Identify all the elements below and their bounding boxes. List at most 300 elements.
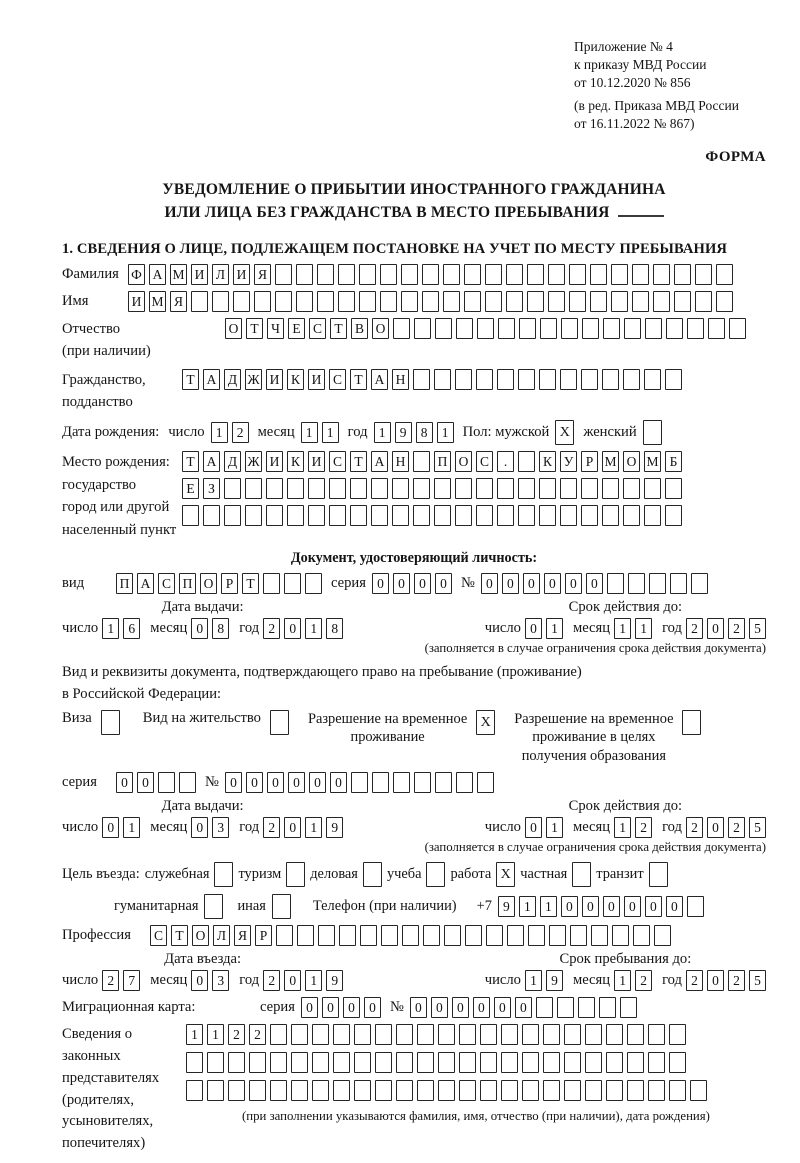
- char-cell[interactable]: [623, 478, 640, 499]
- char-cell[interactable]: 0: [137, 772, 154, 793]
- char-cell[interactable]: 1: [305, 970, 322, 991]
- char-cell[interactable]: [317, 264, 334, 285]
- char-cell[interactable]: [182, 505, 199, 526]
- char-cell[interactable]: С: [150, 925, 167, 946]
- char-cell[interactable]: 1: [614, 817, 631, 838]
- char-cell[interactable]: [506, 291, 523, 312]
- char-cell[interactable]: [402, 925, 419, 946]
- char-cell[interactable]: [528, 925, 545, 946]
- char-cell[interactable]: [539, 369, 556, 390]
- char-cell[interactable]: [539, 478, 556, 499]
- char-cell[interactable]: 2: [728, 817, 745, 838]
- char-cell[interactable]: [401, 291, 418, 312]
- char-cell[interactable]: [413, 369, 430, 390]
- char-cell[interactable]: [312, 1052, 329, 1073]
- char-cell[interactable]: 0: [544, 573, 561, 594]
- char-cell[interactable]: 1: [322, 422, 339, 443]
- char-cell[interactable]: [212, 291, 229, 312]
- char-cell[interactable]: [249, 1052, 266, 1073]
- char-cell[interactable]: [375, 1080, 392, 1101]
- char-cell[interactable]: [591, 925, 608, 946]
- char-cell[interactable]: 2: [686, 817, 703, 838]
- char-cell[interactable]: [338, 291, 355, 312]
- char-cell[interactable]: 0: [473, 997, 490, 1018]
- char-cell[interactable]: [249, 1080, 266, 1101]
- char-cell[interactable]: [393, 772, 410, 793]
- char-cell[interactable]: [485, 264, 502, 285]
- char-cell[interactable]: Д: [224, 451, 241, 472]
- char-cell[interactable]: 9: [498, 896, 515, 917]
- char-cell[interactable]: М: [170, 264, 187, 285]
- char-cell[interactable]: [612, 925, 629, 946]
- char-cell[interactable]: [590, 291, 607, 312]
- char-cell[interactable]: [536, 997, 553, 1018]
- char-cell[interactable]: [560, 478, 577, 499]
- char-cell[interactable]: [414, 318, 431, 339]
- char-cell[interactable]: 8: [416, 422, 433, 443]
- char-cell[interactable]: [606, 1052, 623, 1073]
- purpose-study-checkbox[interactable]: [426, 862, 445, 887]
- char-cell[interactable]: [396, 1024, 413, 1045]
- char-cell[interactable]: [477, 772, 494, 793]
- char-cell[interactable]: [413, 505, 430, 526]
- char-cell[interactable]: 0: [452, 997, 469, 1018]
- char-cell[interactable]: [497, 505, 514, 526]
- char-cell[interactable]: 0: [284, 618, 301, 639]
- char-cell[interactable]: [245, 478, 262, 499]
- char-cell[interactable]: [413, 451, 430, 472]
- char-cell[interactable]: 0: [565, 573, 582, 594]
- char-cell[interactable]: [687, 318, 704, 339]
- char-cell[interactable]: [611, 264, 628, 285]
- char-cell[interactable]: [627, 1024, 644, 1045]
- char-cell[interactable]: [371, 478, 388, 499]
- char-cell[interactable]: [296, 264, 313, 285]
- char-cell[interactable]: [329, 478, 346, 499]
- char-cell[interactable]: [501, 1024, 518, 1045]
- char-cell[interactable]: [312, 1024, 329, 1045]
- char-cell[interactable]: Ж: [245, 451, 262, 472]
- char-cell[interactable]: 0: [330, 772, 347, 793]
- char-cell[interactable]: [518, 369, 535, 390]
- char-cell[interactable]: [312, 1080, 329, 1101]
- char-cell[interactable]: [435, 318, 452, 339]
- char-cell[interactable]: [375, 1024, 392, 1045]
- char-cell[interactable]: [669, 1024, 686, 1045]
- char-cell[interactable]: 2: [249, 1024, 266, 1045]
- char-cell[interactable]: [674, 264, 691, 285]
- char-cell[interactable]: [333, 1024, 350, 1045]
- char-cell[interactable]: 0: [288, 772, 305, 793]
- char-cell[interactable]: Т: [330, 318, 347, 339]
- char-cell[interactable]: 0: [191, 618, 208, 639]
- char-cell[interactable]: Р: [581, 451, 598, 472]
- char-cell[interactable]: [455, 505, 472, 526]
- char-cell[interactable]: [602, 505, 619, 526]
- char-cell[interactable]: А: [371, 451, 388, 472]
- char-cell[interactable]: Н: [392, 369, 409, 390]
- char-cell[interactable]: [602, 478, 619, 499]
- char-cell[interactable]: [371, 505, 388, 526]
- char-cell[interactable]: Н: [392, 451, 409, 472]
- char-cell[interactable]: [207, 1052, 224, 1073]
- char-cell[interactable]: 2: [686, 618, 703, 639]
- char-cell[interactable]: [354, 1052, 371, 1073]
- char-cell[interactable]: [501, 1080, 518, 1101]
- char-cell[interactable]: [456, 318, 473, 339]
- char-cell[interactable]: [372, 772, 389, 793]
- char-cell[interactable]: 0: [393, 573, 410, 594]
- char-cell[interactable]: [354, 1024, 371, 1045]
- char-cell[interactable]: 2: [728, 618, 745, 639]
- char-cell[interactable]: 3: [212, 817, 229, 838]
- char-cell[interactable]: [648, 1052, 665, 1073]
- char-cell[interactable]: М: [602, 451, 619, 472]
- char-cell[interactable]: [522, 1052, 539, 1073]
- char-cell[interactable]: [308, 478, 325, 499]
- char-cell[interactable]: [716, 264, 733, 285]
- char-cell[interactable]: [687, 896, 704, 917]
- char-cell[interactable]: [270, 1080, 287, 1101]
- char-cell[interactable]: [549, 925, 566, 946]
- char-cell[interactable]: Т: [350, 369, 367, 390]
- char-cell[interactable]: [501, 1052, 518, 1073]
- char-cell[interactable]: 0: [284, 817, 301, 838]
- char-cell[interactable]: [270, 1024, 287, 1045]
- char-cell[interactable]: [665, 478, 682, 499]
- char-cell[interactable]: 5: [749, 817, 766, 838]
- char-cell[interactable]: 2: [728, 970, 745, 991]
- purpose-humanitarian-checkbox[interactable]: [204, 894, 223, 919]
- char-cell[interactable]: [275, 291, 292, 312]
- char-cell[interactable]: А: [203, 451, 220, 472]
- char-cell[interactable]: [434, 505, 451, 526]
- char-cell[interactable]: 5: [749, 970, 766, 991]
- char-cell[interactable]: П: [116, 573, 133, 594]
- char-cell[interactable]: [350, 478, 367, 499]
- char-cell[interactable]: [291, 1052, 308, 1073]
- char-cell[interactable]: [585, 1080, 602, 1101]
- char-cell[interactable]: 0: [515, 997, 532, 1018]
- char-cell[interactable]: [375, 1052, 392, 1073]
- char-cell[interactable]: [695, 264, 712, 285]
- char-cell[interactable]: [644, 369, 661, 390]
- char-cell[interactable]: 2: [263, 970, 280, 991]
- char-cell[interactable]: И: [266, 369, 283, 390]
- char-cell[interactable]: [485, 291, 502, 312]
- char-cell[interactable]: С: [329, 369, 346, 390]
- char-cell[interactable]: [690, 1080, 707, 1101]
- char-cell[interactable]: [396, 1052, 413, 1073]
- char-cell[interactable]: 0: [343, 997, 360, 1018]
- char-cell[interactable]: [564, 1080, 581, 1101]
- char-cell[interactable]: [318, 925, 335, 946]
- char-cell[interactable]: [186, 1052, 203, 1073]
- char-cell[interactable]: [628, 573, 645, 594]
- char-cell[interactable]: О: [192, 925, 209, 946]
- char-cell[interactable]: [438, 1052, 455, 1073]
- char-cell[interactable]: Л: [213, 925, 230, 946]
- char-cell[interactable]: [623, 369, 640, 390]
- char-cell[interactable]: И: [308, 369, 325, 390]
- char-cell[interactable]: [465, 925, 482, 946]
- char-cell[interactable]: К: [287, 369, 304, 390]
- char-cell[interactable]: Т: [182, 369, 199, 390]
- char-cell[interactable]: [480, 1024, 497, 1045]
- char-cell[interactable]: [653, 264, 670, 285]
- char-cell[interactable]: 9: [326, 970, 343, 991]
- char-cell[interactable]: [459, 1052, 476, 1073]
- char-cell[interactable]: Ж: [245, 369, 262, 390]
- char-cell[interactable]: 1: [374, 422, 391, 443]
- char-cell[interactable]: И: [233, 264, 250, 285]
- char-cell[interactable]: [649, 573, 666, 594]
- char-cell[interactable]: [423, 925, 440, 946]
- char-cell[interactable]: [506, 264, 523, 285]
- char-cell[interactable]: 0: [116, 772, 133, 793]
- char-cell[interactable]: [498, 318, 515, 339]
- char-cell[interactable]: З: [203, 478, 220, 499]
- char-cell[interactable]: 3: [212, 970, 229, 991]
- char-cell[interactable]: [443, 264, 460, 285]
- char-cell[interactable]: [539, 505, 556, 526]
- char-cell[interactable]: [266, 505, 283, 526]
- char-cell[interactable]: И: [191, 264, 208, 285]
- char-cell[interactable]: К: [287, 451, 304, 472]
- char-cell[interactable]: [518, 505, 535, 526]
- char-cell[interactable]: [527, 264, 544, 285]
- char-cell[interactable]: [287, 478, 304, 499]
- char-cell[interactable]: М: [644, 451, 661, 472]
- char-cell[interactable]: [317, 291, 334, 312]
- char-cell[interactable]: [578, 997, 595, 1018]
- char-cell[interactable]: [669, 1080, 686, 1101]
- char-cell[interactable]: [254, 291, 271, 312]
- char-cell[interactable]: [653, 291, 670, 312]
- char-cell[interactable]: 0: [603, 896, 620, 917]
- char-cell[interactable]: [557, 997, 574, 1018]
- char-cell[interactable]: 0: [191, 817, 208, 838]
- char-cell[interactable]: 0: [102, 817, 119, 838]
- char-cell[interactable]: [527, 291, 544, 312]
- char-cell[interactable]: [599, 997, 616, 1018]
- char-cell[interactable]: .: [497, 451, 514, 472]
- char-cell[interactable]: 0: [414, 573, 431, 594]
- char-cell[interactable]: [413, 478, 430, 499]
- char-cell[interactable]: [522, 1024, 539, 1045]
- char-cell[interactable]: [585, 1024, 602, 1045]
- char-cell[interactable]: [648, 1024, 665, 1045]
- char-cell[interactable]: Р: [255, 925, 272, 946]
- char-cell[interactable]: [606, 1024, 623, 1045]
- char-cell[interactable]: 0: [364, 997, 381, 1018]
- char-cell[interactable]: [191, 291, 208, 312]
- char-cell[interactable]: Б: [665, 451, 682, 472]
- char-cell[interactable]: [665, 505, 682, 526]
- char-cell[interactable]: [477, 318, 494, 339]
- char-cell[interactable]: О: [623, 451, 640, 472]
- char-cell[interactable]: [581, 505, 598, 526]
- char-cell[interactable]: 2: [263, 817, 280, 838]
- char-cell[interactable]: [339, 925, 356, 946]
- char-cell[interactable]: [669, 1052, 686, 1073]
- char-cell[interactable]: [581, 369, 598, 390]
- char-cell[interactable]: Р: [221, 573, 238, 594]
- char-cell[interactable]: П: [434, 451, 451, 472]
- char-cell[interactable]: [518, 478, 535, 499]
- char-cell[interactable]: 0: [284, 970, 301, 991]
- char-cell[interactable]: [158, 772, 175, 793]
- char-cell[interactable]: [291, 1080, 308, 1101]
- char-cell[interactable]: [438, 1080, 455, 1101]
- char-cell[interactable]: [632, 264, 649, 285]
- char-cell[interactable]: [459, 1080, 476, 1101]
- char-cell[interactable]: [570, 925, 587, 946]
- char-cell[interactable]: [590, 264, 607, 285]
- char-cell[interactable]: [708, 318, 725, 339]
- char-cell[interactable]: [203, 505, 220, 526]
- char-cell[interactable]: О: [200, 573, 217, 594]
- char-cell[interactable]: [561, 318, 578, 339]
- char-cell[interactable]: 0: [246, 772, 263, 793]
- char-cell[interactable]: 0: [707, 618, 724, 639]
- char-cell[interactable]: [443, 291, 460, 312]
- char-cell[interactable]: О: [455, 451, 472, 472]
- char-cell[interactable]: [497, 478, 514, 499]
- char-cell[interactable]: [276, 925, 293, 946]
- char-cell[interactable]: И: [266, 451, 283, 472]
- char-cell[interactable]: [417, 1024, 434, 1045]
- char-cell[interactable]: 0: [586, 573, 603, 594]
- char-cell[interactable]: 0: [523, 573, 540, 594]
- char-cell[interactable]: 0: [435, 573, 452, 594]
- char-cell[interactable]: [296, 291, 313, 312]
- char-cell[interactable]: [291, 1024, 308, 1045]
- char-cell[interactable]: [360, 925, 377, 946]
- char-cell[interactable]: 1: [519, 896, 536, 917]
- char-cell[interactable]: 0: [301, 997, 318, 1018]
- char-cell[interactable]: 6: [123, 618, 140, 639]
- sex-female-checkbox[interactable]: [643, 420, 662, 445]
- char-cell[interactable]: [623, 505, 640, 526]
- char-cell[interactable]: 9: [546, 970, 563, 991]
- char-cell[interactable]: [507, 925, 524, 946]
- char-cell[interactable]: [329, 505, 346, 526]
- char-cell[interactable]: 0: [582, 896, 599, 917]
- char-cell[interactable]: 0: [525, 618, 542, 639]
- char-cell[interactable]: [564, 1052, 581, 1073]
- char-cell[interactable]: [333, 1080, 350, 1101]
- char-cell[interactable]: [380, 291, 397, 312]
- char-cell[interactable]: Т: [242, 573, 259, 594]
- char-cell[interactable]: [224, 505, 241, 526]
- char-cell[interactable]: 1: [211, 422, 228, 443]
- char-cell[interactable]: 1: [305, 618, 322, 639]
- char-cell[interactable]: 1: [614, 618, 631, 639]
- char-cell[interactable]: Л: [212, 264, 229, 285]
- char-cell[interactable]: [670, 573, 687, 594]
- char-cell[interactable]: В: [351, 318, 368, 339]
- char-cell[interactable]: Т: [350, 451, 367, 472]
- char-cell[interactable]: 1: [546, 618, 563, 639]
- char-cell[interactable]: С: [309, 318, 326, 339]
- char-cell[interactable]: [392, 505, 409, 526]
- char-cell[interactable]: [435, 772, 452, 793]
- char-cell[interactable]: 2: [228, 1024, 245, 1045]
- char-cell[interactable]: 7: [123, 970, 140, 991]
- char-cell[interactable]: [456, 772, 473, 793]
- char-cell[interactable]: [480, 1052, 497, 1073]
- sex-male-checkbox[interactable]: X: [555, 420, 574, 445]
- char-cell[interactable]: 0: [225, 772, 242, 793]
- char-cell[interactable]: [602, 369, 619, 390]
- char-cell[interactable]: [270, 1052, 287, 1073]
- char-cell[interactable]: 0: [561, 896, 578, 917]
- char-cell[interactable]: [691, 573, 708, 594]
- char-cell[interactable]: 5: [749, 618, 766, 639]
- char-cell[interactable]: 1: [301, 422, 318, 443]
- char-cell[interactable]: И: [128, 291, 145, 312]
- char-cell[interactable]: [351, 772, 368, 793]
- char-cell[interactable]: [455, 369, 472, 390]
- char-cell[interactable]: [245, 505, 262, 526]
- char-cell[interactable]: 1: [635, 618, 652, 639]
- char-cell[interactable]: П: [179, 573, 196, 594]
- char-cell[interactable]: [287, 505, 304, 526]
- char-cell[interactable]: [497, 369, 514, 390]
- char-cell[interactable]: 0: [707, 970, 724, 991]
- char-cell[interactable]: О: [372, 318, 389, 339]
- char-cell[interactable]: [333, 1052, 350, 1073]
- char-cell[interactable]: [585, 1052, 602, 1073]
- char-cell[interactable]: [729, 318, 746, 339]
- char-cell[interactable]: 0: [624, 896, 641, 917]
- char-cell[interactable]: [648, 1080, 665, 1101]
- char-cell[interactable]: [624, 318, 641, 339]
- char-cell[interactable]: [654, 925, 671, 946]
- char-cell[interactable]: [233, 291, 250, 312]
- char-cell[interactable]: 0: [525, 817, 542, 838]
- char-cell[interactable]: 0: [707, 817, 724, 838]
- char-cell[interactable]: [627, 1080, 644, 1101]
- char-cell[interactable]: [543, 1052, 560, 1073]
- purpose-business-checkbox[interactable]: [363, 862, 382, 887]
- char-cell[interactable]: [603, 318, 620, 339]
- char-cell[interactable]: [224, 478, 241, 499]
- char-cell[interactable]: [464, 264, 481, 285]
- char-cell[interactable]: [275, 264, 292, 285]
- char-cell[interactable]: [186, 1080, 203, 1101]
- char-cell[interactable]: [627, 1052, 644, 1073]
- char-cell[interactable]: [543, 1080, 560, 1101]
- char-cell[interactable]: 2: [102, 970, 119, 991]
- char-cell[interactable]: 8: [326, 618, 343, 639]
- char-cell[interactable]: 1: [123, 817, 140, 838]
- char-cell[interactable]: [305, 573, 322, 594]
- char-cell[interactable]: [359, 264, 376, 285]
- char-cell[interactable]: [582, 318, 599, 339]
- char-cell[interactable]: 1: [546, 817, 563, 838]
- char-cell[interactable]: [695, 291, 712, 312]
- char-cell[interactable]: [476, 505, 493, 526]
- char-cell[interactable]: [359, 291, 376, 312]
- char-cell[interactable]: [548, 291, 565, 312]
- char-cell[interactable]: [486, 925, 503, 946]
- temp-residence-checkbox[interactable]: X: [476, 710, 495, 735]
- char-cell[interactable]: 0: [322, 997, 339, 1018]
- char-cell[interactable]: [207, 1080, 224, 1101]
- char-cell[interactable]: [569, 291, 586, 312]
